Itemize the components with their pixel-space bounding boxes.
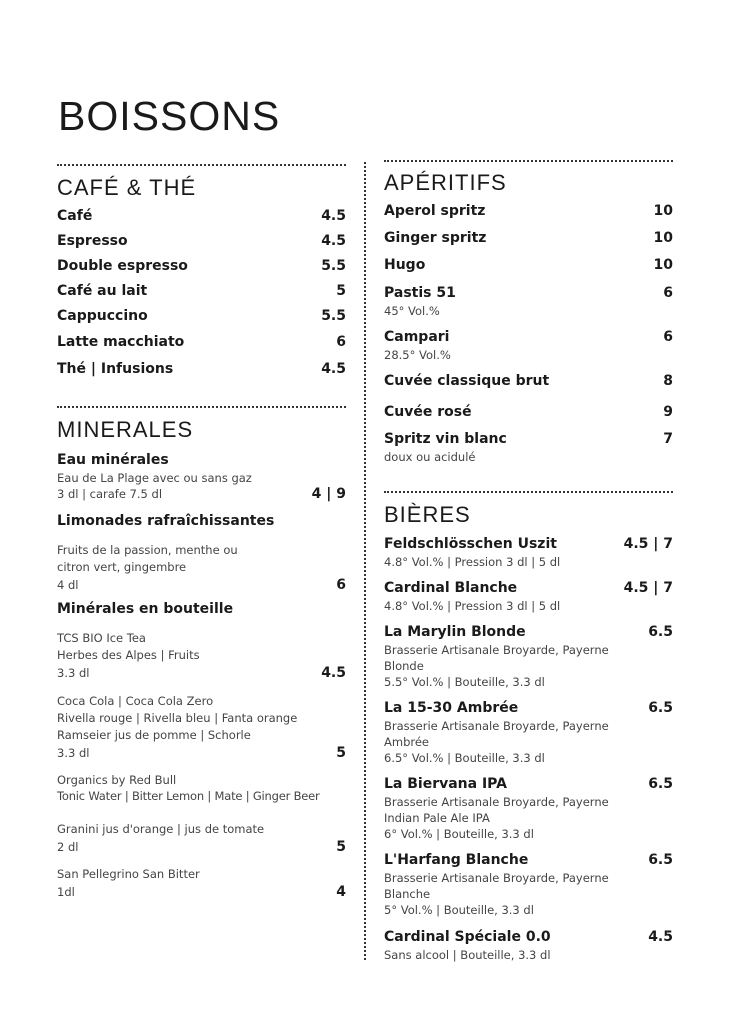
item-price: 6 <box>663 329 673 345</box>
menu-item <box>384 775 673 793</box>
item-name: Cuvée rosé <box>384 404 472 420</box>
menu-item <box>384 699 673 717</box>
minerales-section <box>57 406 346 943</box>
item-price: 4.5 <box>648 929 673 945</box>
section-divider <box>57 164 346 166</box>
menu-item <box>384 256 673 274</box>
item-name: La 15-30 Ambrée <box>384 700 519 716</box>
item-description: 4.8° Vol.% | Pression 3 dl | 5 dl <box>384 555 561 569</box>
menu-item <box>57 600 346 618</box>
item-description: Brasserie Artisanale Broyarde, Payerne <box>384 795 609 809</box>
item-description: Fruits de la passion, menthe ou <box>57 543 238 557</box>
item-name: La Biervana IPA <box>384 776 507 792</box>
item-description: 5.5° Vol.% | Bouteille, 3.3 dl <box>384 675 545 689</box>
item-name: Spritz vin blanc <box>384 431 507 447</box>
section-heading-aperitifs: APÉRITIFS <box>384 170 507 195</box>
item-description: 6.5° Vol.% | Bouteille, 3.3 dl <box>384 751 545 765</box>
item-price: 5 <box>336 839 346 855</box>
bieres-section <box>384 491 673 968</box>
item-description: 6° Vol.% | Bouteille, 3.3 dl <box>384 827 534 841</box>
menu-item <box>384 535 673 553</box>
item-name: Limonades rafraîchissantes <box>57 513 275 529</box>
menu-item <box>57 282 346 300</box>
item-description: Sans alcool | Bouteille, 3.3 dl <box>384 948 551 962</box>
item-price: 5.5 <box>321 308 346 324</box>
item-price: 5.5 <box>321 258 346 274</box>
menu-item <box>384 202 673 220</box>
item-price: 5 <box>336 745 346 761</box>
item-price: 4.5 | 7 <box>623 580 673 596</box>
menu-item <box>57 451 346 469</box>
item-size-row <box>57 884 346 900</box>
item-description: Organics by Red Bull <box>57 773 177 787</box>
page-title: BOISSONS <box>58 93 281 139</box>
item-size: 3 dl | carafe 7.5 dl <box>57 487 163 501</box>
item-size-row <box>57 665 346 681</box>
item-price: 6.5 <box>648 776 673 792</box>
item-description: 4.8° Vol.% | Pression 3 dl | 5 dl <box>384 599 561 613</box>
item-price: 4.5 | 7 <box>623 536 673 552</box>
item-price: 9 <box>663 404 673 420</box>
cafe-section <box>57 164 346 391</box>
item-name: Double espresso <box>57 258 188 274</box>
item-price: 6.5 <box>648 852 673 868</box>
item-price: 4.5 <box>321 208 346 224</box>
menu-item <box>384 403 673 421</box>
item-name: Pastis 51 <box>384 285 456 301</box>
item-description: Ambrée <box>384 735 429 749</box>
menu-item <box>57 360 346 378</box>
item-name: Campari <box>384 329 450 345</box>
item-name: Feldschlösschen Uszit <box>384 536 557 552</box>
item-price: 4.5 <box>321 233 346 249</box>
item-price: 6 <box>336 334 346 350</box>
item-name: L'Harfang Blanche <box>384 852 529 868</box>
item-name: Thé | Infusions <box>57 361 174 377</box>
item-price: 4.5 <box>321 361 346 377</box>
menu-item <box>57 307 346 325</box>
item-description: Herbes des Alpes | Fruits <box>57 648 200 662</box>
menu-item <box>384 372 673 390</box>
item-description: Eau de La Plage avec ou sans gaz <box>57 471 252 485</box>
item-size: 3.3 dl <box>57 746 90 760</box>
item-description: Blonde <box>384 659 424 673</box>
item-size: 1dl <box>57 885 75 899</box>
item-description: citron vert, gingembre <box>57 560 187 574</box>
item-name: Café au lait <box>57 283 148 299</box>
item-name: Café <box>57 208 93 224</box>
aperitifs-section <box>384 160 673 496</box>
item-name: Cappuccino <box>57 308 148 324</box>
item-price: 6.5 <box>648 624 673 640</box>
item-price: 10 <box>653 257 673 273</box>
column-divider <box>364 162 366 960</box>
item-price: 8 <box>663 373 673 389</box>
item-description: Ramseier jus de pomme | Schorle <box>57 728 251 742</box>
item-note: 28.5° Vol.% <box>384 348 451 362</box>
item-size: 2 dl <box>57 840 79 854</box>
item-name: Minérales en bouteille <box>57 601 234 617</box>
section-heading-minerales: MINERALES <box>57 417 194 442</box>
section-divider <box>384 160 673 162</box>
item-name: Cuvée classique brut <box>384 373 550 389</box>
item-price: 10 <box>653 203 673 219</box>
item-size-row <box>57 745 346 761</box>
item-description: San Pellegrino San Bitter <box>57 867 200 881</box>
item-description: Brasserie Artisanale Broyarde, Payerne <box>384 719 609 733</box>
menu-item <box>384 579 673 597</box>
menu-item <box>384 928 673 946</box>
item-note: doux ou acidulé <box>384 450 476 464</box>
menu-item <box>57 257 346 275</box>
menu-item <box>57 207 346 225</box>
item-name: Eau minérales <box>57 452 169 468</box>
item-price: 4 | 9 <box>311 486 346 502</box>
menu-item <box>384 430 673 448</box>
item-price: 6 <box>336 577 346 593</box>
menu-item <box>384 623 673 641</box>
menu-item <box>384 851 673 869</box>
item-description: Blanche <box>384 887 431 901</box>
menu-item <box>384 229 673 247</box>
item-description: Brasserie Artisanale Broyarde, Payerne <box>384 871 609 885</box>
menu-item <box>57 333 346 351</box>
item-description: Tonic Water | Bitter Lemon | Mate | Ginger Beer <box>57 789 320 803</box>
item-name: Cardinal Blanche <box>384 580 518 596</box>
item-name: Latte macchiato <box>57 334 185 350</box>
menu-item <box>57 512 346 530</box>
item-description: Granini jus d'orange | jus de tomate <box>57 822 265 836</box>
menu-item <box>57 232 346 250</box>
section-divider <box>384 491 673 493</box>
item-size: 3.3 dl <box>57 666 90 680</box>
item-name: Espresso <box>57 233 128 249</box>
item-description: Brasserie Artisanale Broyarde, Payerne <box>384 643 609 657</box>
item-size-row <box>57 839 346 855</box>
item-description: Rivella rouge | Rivella bleu | Fanta orange <box>57 711 298 725</box>
menu-item <box>384 284 673 302</box>
item-description: TCS BIO Ice Tea <box>57 631 146 645</box>
section-divider <box>57 406 346 408</box>
item-price: 6 <box>663 285 673 301</box>
item-description: 5° Vol.% | Bouteille, 3.3 dl <box>384 903 534 917</box>
item-note: 45° Vol.% <box>384 304 440 318</box>
item-size: 4 dl <box>57 578 79 592</box>
section-heading-cafe: CAFÉ & THÉ <box>57 175 197 200</box>
item-size-row <box>57 486 346 502</box>
item-price: 6.5 <box>648 700 673 716</box>
menu-item <box>384 328 673 346</box>
item-name: Hugo <box>384 257 426 273</box>
item-name: Aperol spritz <box>384 203 486 219</box>
item-price: 4 <box>336 884 346 900</box>
item-name: La Marylin Blonde <box>384 624 526 640</box>
item-price: 10 <box>653 230 673 246</box>
item-price: 5 <box>336 283 346 299</box>
section-heading-bieres: BIÈRES <box>384 502 471 527</box>
item-name: Ginger spritz <box>384 230 487 246</box>
item-description: Indian Pale Ale IPA <box>384 811 490 825</box>
item-price: 4.5 <box>321 665 346 681</box>
item-price: 7 <box>663 431 673 447</box>
item-description: Coca Cola | Coca Cola Zero <box>57 694 214 708</box>
item-name: Cardinal Spéciale 0.0 <box>384 929 551 945</box>
item-size-row <box>57 577 346 593</box>
